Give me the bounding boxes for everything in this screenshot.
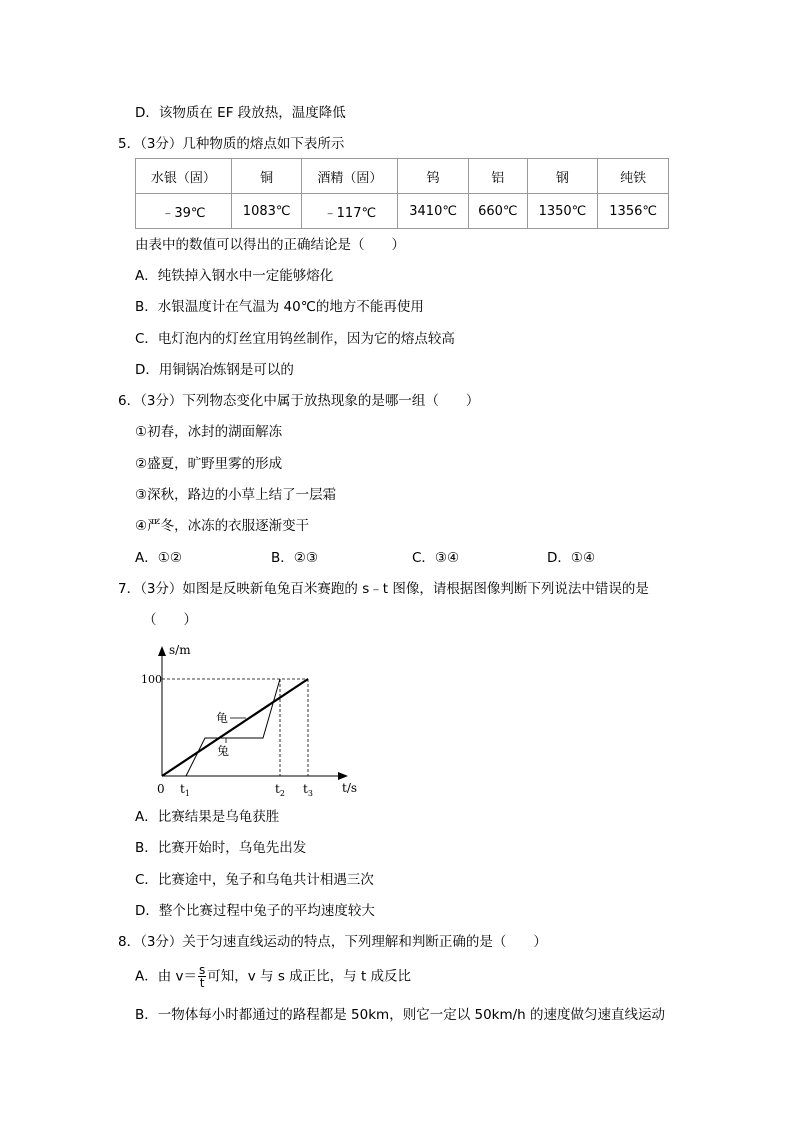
- melting-point-table: [135, 158, 669, 229]
- q6-stem: 6．（3分）下列物态变化中属于放热现象的是哪一组（ ）: [118, 393, 480, 409]
- y-axis-arrow-icon: [158, 646, 166, 656]
- q6-option-d: D．①④: [547, 550, 596, 566]
- table-value-cell: ﹣39℃: [136, 194, 232, 229]
- q7-stem: 7．（3分）如图是反映新龟兔百米赛跑的 s﹣t 图像，请根据图像判断下列说法中错误的是: [118, 581, 649, 597]
- x-axis-arrow-icon: [338, 772, 348, 780]
- q8-option-a: [135, 964, 411, 989]
- tick-t3: $t_3$: [303, 782, 313, 798]
- q7-option-b: B．比赛开始时，乌龟先出发: [135, 840, 307, 856]
- x-axis-label: t/s: [342, 781, 358, 795]
- table-value-cell: 1350℃: [527, 194, 598, 229]
- fraction-numerator: s: [199, 963, 206, 977]
- q7-option-d: D．整个比赛过程中兔子的平均速度较大: [135, 903, 375, 919]
- table-value-cell: 660℃: [468, 194, 527, 229]
- table-value-row: [136, 194, 669, 229]
- q6-item-2: ②盛夏，旷野里雾的形成: [135, 456, 283, 472]
- tick-t2: $t_2$: [275, 782, 285, 798]
- table-header-cell: 铜: [231, 159, 302, 194]
- table-value-cell: 1356℃: [598, 194, 669, 229]
- q8-stem: 8．（3分）关于匀速直线运动的特点，下列理解和判断正确的是（ ）: [118, 934, 547, 950]
- table-header-cell: 铝: [468, 159, 527, 194]
- table-header-cell: 酒精（固）: [302, 159, 398, 194]
- tick-t1: $t_1$: [180, 782, 190, 798]
- tortoise-line: [162, 679, 308, 776]
- table-header-cell: 纯铁: [598, 159, 669, 194]
- table-header-cell: 水银（固）: [136, 159, 232, 194]
- q7-stem-cont: （ ）: [143, 612, 197, 628]
- q6-option-c: C．③④: [412, 550, 460, 566]
- table-value-cell: ﹣117℃: [302, 194, 398, 229]
- table-header-cell: 钨: [398, 159, 469, 194]
- q8-option-b: B．一物体每小时都通过的路程都是 50km，则它一定以 50km/h 的速度做匀速直线运动: [135, 1007, 666, 1023]
- v-formula-fraction: [198, 964, 206, 989]
- rabbit-line: [186, 679, 280, 776]
- y-axis-label: s/m: [169, 643, 191, 657]
- q5-option-d: D．用铜锅冶炼钢是可以的: [135, 362, 294, 378]
- q4-option-d: D．该物质在 EF 段放热，温度降低: [135, 105, 346, 121]
- origin-label: 0: [157, 782, 165, 796]
- q8-option-a-pre: A．由 v＝: [135, 968, 198, 985]
- q5-option-a: A．纯铁掉入钢水中一定能够熔化: [135, 268, 334, 284]
- q7-option-c: C．比赛途中，兔子和乌龟共计相遇三次: [135, 872, 374, 888]
- y-tick-100: 100: [141, 673, 162, 686]
- q6-option-a: A．①②: [135, 550, 182, 566]
- q5-question: 由表中的数值可以得出的正确结论是（ ）: [135, 237, 405, 253]
- q6-item-3: ③深秋，路边的小草上结了一层霜: [135, 487, 337, 503]
- q5-option-c: C．电灯泡内的灯丝宜用钨丝制作，因为它的熔点较高: [135, 331, 455, 347]
- q6-item-4: ④严冬，冰冻的衣服逐渐变干: [135, 518, 310, 534]
- q5-stem: 5．（3分）几种物质的熔点如下表所示: [118, 136, 345, 152]
- fraction-denominator: t: [199, 976, 205, 990]
- q7-option-a: A．比赛结果是乌龟获胜: [135, 809, 280, 825]
- table-header-cell: 钢: [527, 159, 598, 194]
- rabbit-label: 兔: [217, 744, 230, 758]
- q6-option-b: B．②③: [271, 550, 318, 566]
- tortoise-label: 龟: [216, 711, 229, 725]
- table-header-row: [136, 159, 669, 194]
- q6-item-1: ①初春，冰封的湖面解冻: [135, 424, 283, 440]
- table-value-cell: 1083℃: [231, 194, 302, 229]
- table-value-cell: 3410℃: [398, 194, 469, 229]
- q5-option-b: B．水银温度计在气温为 40℃的地方不能再使用: [135, 299, 424, 315]
- st-graph: [141, 640, 390, 800]
- q8-option-a-post: 可知，v 与 s 成正比，与 t 成反比: [207, 968, 412, 985]
